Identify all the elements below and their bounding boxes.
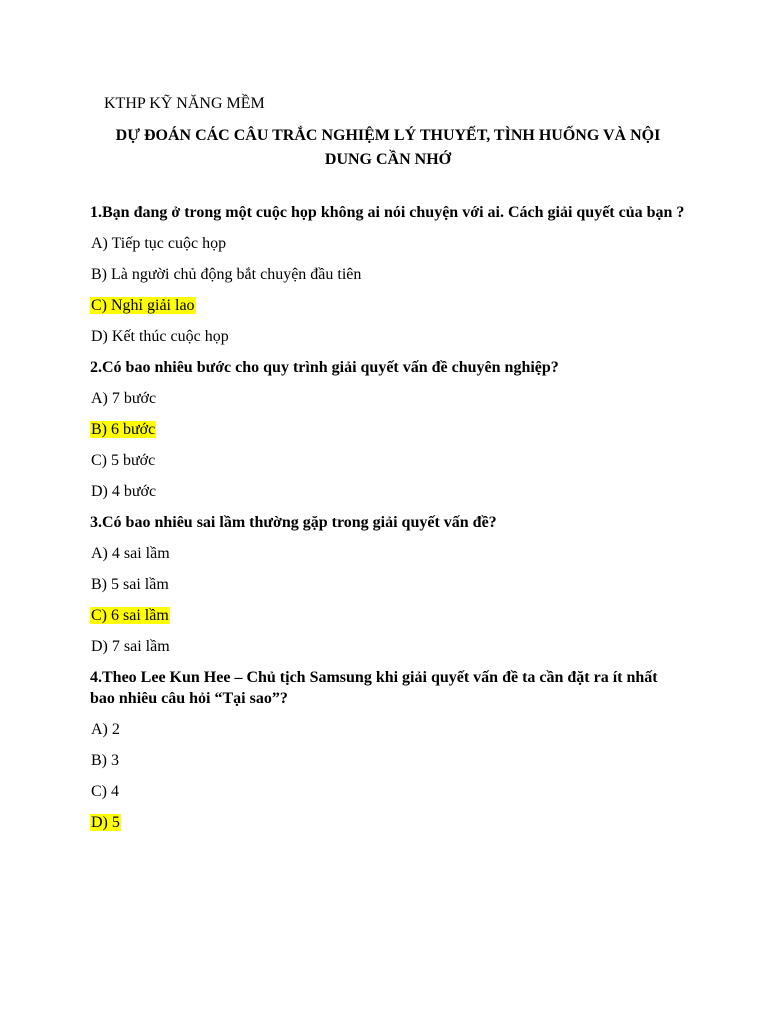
option-d: D) Kết thúc cuộc họp bbox=[91, 328, 229, 345]
question-text: 3.Có bao nhiêu sai lầm thường gặp trong giải quyết vấn đề? bbox=[90, 514, 497, 531]
question-4 bbox=[90, 667, 686, 833]
option-b: B) 3 bbox=[91, 752, 119, 769]
option-d: D) 4 bước bbox=[91, 483, 157, 500]
option-c: C) 4 bbox=[91, 783, 119, 800]
option-d: D) 7 sai lầm bbox=[91, 638, 170, 655]
option-c: C) 5 bước bbox=[91, 452, 156, 469]
option-a: A) Tiếp tục cuộc họp bbox=[91, 235, 227, 252]
option-b: B) 5 sai lầm bbox=[91, 576, 169, 593]
option-c: C) 6 sai lầm bbox=[91, 607, 169, 624]
document-title: DỰ ĐOÁN CÁC CÂU TRẮC NGHIỆM LÝ THUYẾT, TÌNH HUỐNG VÀ NỘI DUNG CẦN NHỚ bbox=[115, 127, 661, 168]
option-b: B) 6 bước bbox=[91, 421, 156, 438]
question-2 bbox=[90, 357, 686, 502]
question-1 bbox=[90, 202, 686, 347]
option-a: A) 2 bbox=[91, 721, 120, 738]
question-3 bbox=[90, 512, 686, 657]
option-b: B) Là người chủ động bắt chuyện đầu tiên bbox=[91, 266, 362, 283]
option-d: D) 5 bbox=[91, 814, 120, 831]
question-text: 4.Theo Lee Kun Hee – Chủ tịch Samsung khi giải quyết vấn đề ta cần đặt ra ít nhất bao nhiêu câu hỏi “Tại sao”? bbox=[90, 669, 658, 707]
option-c: C) Nghỉ giải lao bbox=[91, 297, 195, 314]
question-text: 1.Bạn đang ở trong một cuộc họp không ai nói chuyện với ai. Cách giải quyết của bạn ? bbox=[90, 204, 685, 221]
document-label: KTHP KỸ NĂNG MỀM bbox=[104, 95, 265, 112]
question-text: 2.Có bao nhiêu bước cho quy trình giải quyết vấn đề chuyên nghiệp? bbox=[90, 359, 559, 376]
option-a: A) 4 sai lầm bbox=[91, 545, 170, 562]
option-a: A) 7 bước bbox=[91, 390, 157, 407]
